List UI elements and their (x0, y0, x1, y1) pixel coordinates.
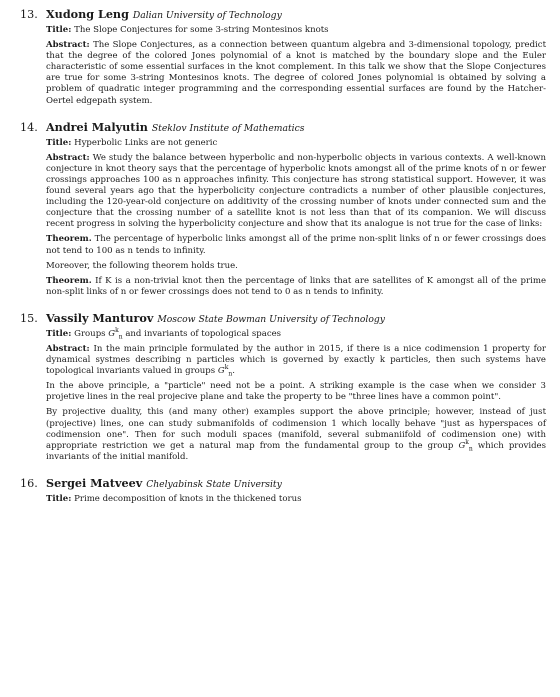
speaker-affiliation: Chelyabinsk State University (146, 478, 282, 490)
entry-header (20, 310, 546, 328)
title-label: Title: (46, 493, 72, 504)
transition-text (46, 261, 546, 272)
entry-header (20, 475, 546, 493)
theorem-label: Theorem. (46, 234, 92, 245)
abstract-label: Abstract: (46, 152, 90, 163)
theorem-text: The percentage of hyperbolic links amongst all of the prime non-split links of n or fewer crossings does not tend to 100 as n tends to infinity. (46, 234, 546, 256)
group-subscript: n (468, 445, 473, 453)
title-label: Title: (46, 25, 72, 35)
entry-number: 14. (20, 120, 38, 134)
paragraph-text: In the above principle, a "particle" need not be a point. A striking example is the case when we consider 3 projetive lines in the real projecive plane and take the property to be "three lines have a common point". (46, 381, 546, 403)
paragraph-end: which provides invariants of the initial manifold. (46, 440, 546, 462)
talk-title (46, 138, 546, 149)
entry-14 (20, 119, 546, 298)
entry-body (46, 494, 546, 505)
speaker-name: Andrei Malyutin (46, 119, 148, 134)
group-symbol: G (108, 328, 116, 339)
group-superscript: k (465, 438, 469, 446)
entry-15 (20, 310, 546, 463)
entry-body (46, 329, 546, 463)
talk-title (46, 494, 546, 505)
group-subscript: n (118, 333, 123, 341)
entry-number: 15. (20, 311, 38, 325)
speaker-name: Vassily Manturov (46, 310, 154, 325)
entry-header (20, 119, 546, 137)
group-subscript: n (228, 370, 233, 378)
theorem-label: Theorem. (46, 275, 92, 286)
abstract-label: Abstract: (46, 40, 90, 51)
title-label: Title: (46, 328, 72, 339)
speaker-affiliation: Moscow State Bowman University of Technology (157, 313, 385, 325)
paragraph-text: By projective duality, this (and many other) examples support the above principle; however, instead of just (projective) lines, one can study submanifolds of codimension 1 which locally behave "just as hyperspaces of codimension one". Then for such moduli spaces (manifold, several submaniifold of codimension one) with appropriate restriction we get a natural map from the fundamental group to the group (46, 407, 546, 451)
group-symbol: G (458, 440, 466, 451)
entry-number: 13. (20, 8, 38, 21)
entry-13 (20, 6, 546, 107)
title-text: Hyperbolic Links are not generic (74, 137, 218, 148)
abstract-text: The Slope Conjectures, as a connection between quantum algebra and 3-dimensional topology, predict that the degree of the colored Jones polynomial of a knot is matched by the boundary slope and the Euler characteristic of some essential surfaces in the knot complement. In this talk we show that the Slope Conjectures are true for some 3-string Montesinos knots. The degree of colored Jones polynomial is obtained by solving a problem of quadratic integer programming and the corresponding essential surfaces are found by the Hatcher-Oertel edgepath system. (46, 40, 547, 106)
speaker-affiliation: Steklov Institute of Mathematics (151, 122, 305, 134)
speaker-name: Sergei Matveev (46, 475, 143, 490)
title-label: Title: (46, 137, 72, 148)
entry-number: 16. (20, 476, 38, 490)
title-text-post: and invariants of topological spaces (122, 328, 282, 339)
theorem-1 (46, 234, 546, 256)
entry-16 (20, 475, 546, 505)
paragraph-2 (46, 381, 546, 403)
talk-title (46, 25, 546, 36)
abstract-text: We study the balance between hyperbolic and non-hyperbolic objects in various contexts. A well-known conjecture in knot theory says that the percentage of hyperbolic knots amongst all of the prime knots of n or fewer crossings approaches 100 as n approaches infinity. This conjecture has strong statistical support. However, it was found several years ago that the hyperbolicity conjecture contradicts a number of other plausible conjectures, including the 120-year-old conjecture on additivity of the crossing number of knots under connected sum and the conjecture that the crossing number of a satellite knot is not less than that of its companion. We will discuss recent progress in solving the hyperbolicity conjecture and show that its analogue is not true for the case of links: (46, 152, 546, 230)
talk-title (46, 329, 546, 340)
abstract (46, 40, 546, 107)
abstract-end: . (232, 366, 235, 377)
abstract-label: Abstract: (46, 343, 90, 354)
paragraph-text: Moreover, the following theorem holds true. (46, 260, 238, 271)
theorem-text: If K is a non-trivial knot then the percentage of links that are satellites of K amongst all of the prime non-split links of n or fewer crossings does not tend to 0 as n tends to infinity. (46, 275, 547, 297)
title-text-pre: Groups (74, 328, 109, 339)
group-superscript: k (115, 327, 119, 335)
title-text: The Slope Conjectures for some 3-string Montesinos knots (74, 25, 329, 35)
speaker-affiliation: Dalian University of Technology (132, 10, 282, 21)
paragraph-3 (46, 407, 546, 462)
speaker-name: Xudong Leng (46, 7, 129, 21)
theorem-2 (46, 276, 546, 298)
group-superscript: k (224, 364, 229, 372)
entry-body (46, 25, 546, 107)
abstract-text: In the main principle formulated by the author in 2015, if there is a nice codimension 1 property for dynamical systmes describing n particles which is governed by exactly k particles, then such systems have topological invariants valued in groups (46, 343, 546, 377)
title-text: Prime decomposition of knots in the thickened torus (74, 493, 302, 504)
entry-header (20, 6, 546, 24)
abstract (46, 153, 546, 231)
abstract (46, 344, 546, 377)
entry-body (46, 138, 546, 298)
group-symbol: G (217, 366, 225, 377)
